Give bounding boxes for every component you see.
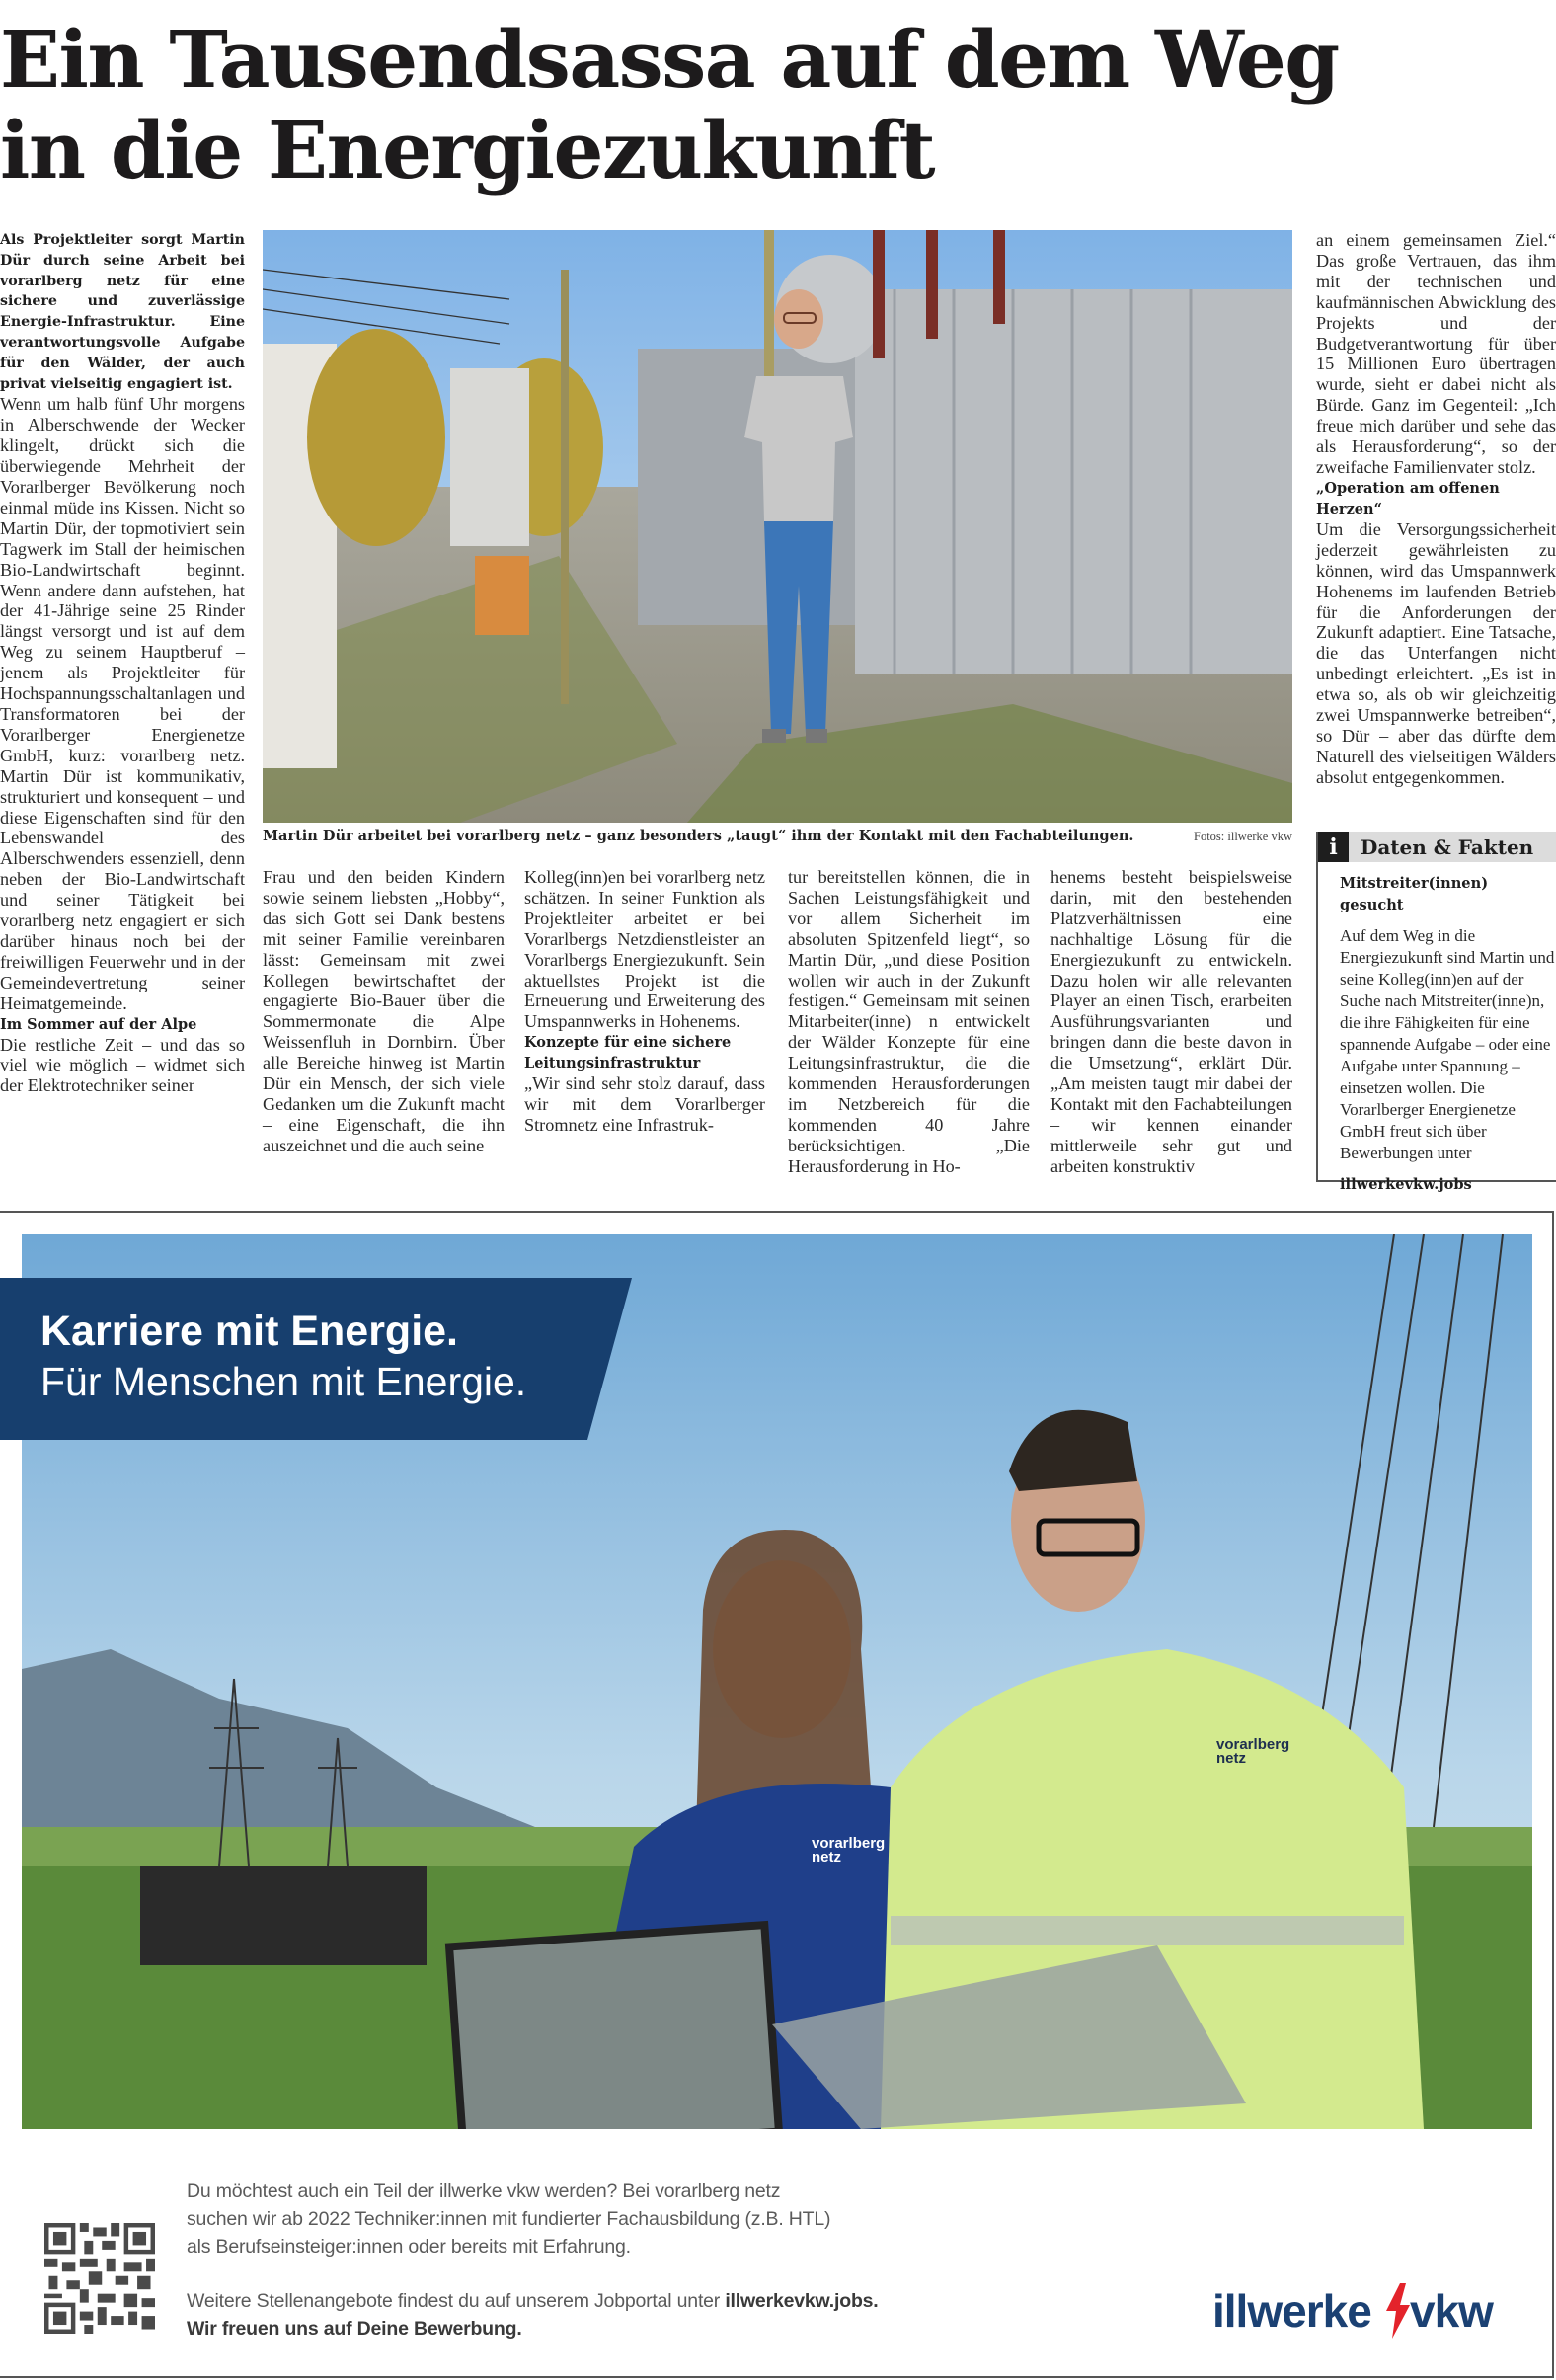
ad-cta-line: [187, 2287, 879, 2315]
article-headline: [0, 14, 1402, 196]
jacket-logo-text: netz: [1216, 1750, 1246, 1767]
jacket-logo-text: vorarlberg: [812, 1835, 886, 1852]
photo-caption-row: [263, 828, 1292, 849]
fact-box-header: [1318, 832, 1556, 862]
ad-copy-line: als Berufseinsteiger:innen oder bereits mit Erfahrung.: [187, 2236, 631, 2258]
article-photo-substation: [263, 230, 1292, 823]
fact-box-text: Auf dem Weg in die Energiezukunft sind Martin und seine Kolleg(inn)en auf der Suche nach Mitstreiter(inne)n, die ihre Fähigkeiten für eine spannende Aufgabe – oder eine Aufgabe unter Spannung – einsetzen wollen. Die Vorarlberger Energienetze GmbH freut sich über Bewerbungen unter: [1340, 926, 1555, 1162]
photo-illustration: [263, 230, 1292, 823]
article-column-1: [0, 230, 245, 1096]
ad-cta-text: Weitere Stellenangebote findest du auf unserem Jobportal unter: [187, 2290, 726, 2312]
jobs-link[interactable]: illwerkevkw.jobs: [1340, 1176, 1472, 1193]
ad-copy-line: suchen wir ab 2022 Techniker:innen mit fundierter Fachausbildung (z.B. HTL): [187, 2208, 831, 2230]
banner-title: Karriere mit Energie.: [40, 1308, 459, 1355]
article-column-3: [524, 867, 765, 1136]
photo-caption: Martin Dür arbeitet bei vorarlberg netz – ganz besonders „taugt“ ihm der Kontakt mit den Fachabteilungen.: [263, 828, 1134, 844]
info-icon: i: [1318, 832, 1349, 862]
ad-banner: [0, 1278, 632, 1440]
article-paragraph: Frau und den beiden Kindern sowie seinem liebsten „Hobby“, das sich Gott sei Dank bestens mit seiner Familie vereinbaren lässt: Gemeinsam mit zwei Kollegen bewirtschaftet der engagierte Bio-Bauer über die Sommermonate die Alpe Weissenfluh in Dornbirn. Über alle Bereiche hinweg ist Martin Dür ein Mensch, der sich viele Gedanken um die Zukunft macht – eine Eigenschaft, die ihn auszeichnet und die auch seine: [263, 867, 505, 1155]
article-paragraph: henems besteht beispielsweise darin, mit den bestehenden Platzverhältnissen eine nachhaltige Lösung für die Energiezukunft zu entwickeln. Dazu holen wir alle relevanten Player an einen Tisch, erarbeiten Ausführungsvarianten und bringen dann die beste davon in die Umsetzung“, erklärt Dür. „Am meisten taugt mir dabei der Kontakt mit den Fachabteilungen – wir kennen einander mittlerweile sehr gut und arbeiten konstruktiv: [1050, 867, 1292, 1176]
headline-line-2: in die Energiezukunft: [0, 104, 935, 197]
fact-box-body: [1318, 862, 1556, 1196]
article-paragraph: Die restliche Zeit – und das so viel wie möglich – widmet sich der Elektrotechniker seiner: [0, 1034, 245, 1096]
ad-copy-line: Du möchtest auch ein Teil der illwerke vkw werden? Bei vorarlberg netz: [187, 2181, 781, 2202]
ad-jobs-link[interactable]: illwerkevkw.jobs.: [725, 2290, 879, 2312]
article-lead: Als Projektleiter sorgt Martin Dür durch seine Arbeit bei vorarlberg netz für eine sichere und zuverlässige Energie-Infrastruktur. Eine verantwortungsvolle Aufgabe für den Wälder, der auch privat vielseitig engagiert ist.: [0, 232, 245, 392]
ad-cta: [187, 2287, 879, 2342]
qr-code[interactable]: [44, 2223, 155, 2334]
article-column-5: [1050, 867, 1292, 1177]
jacket-logo-text: vorarlberg: [1216, 1736, 1290, 1753]
article-column-4: [788, 867, 1030, 1177]
lightning-bolt-icon: [1386, 2283, 1410, 2339]
illwerke-vkw-logo: [1212, 2281, 1518, 2337]
fact-box-title: Daten & Fakten: [1361, 834, 1534, 859]
jacket-logo-woman: [812, 1837, 885, 1864]
headline-line-1: Ein Tausendsassa auf dem Weg: [0, 13, 1339, 106]
subheading-operation: „Operation am offenen Herzen“: [1316, 479, 1500, 517]
subheading-konzepte: Konzepte für eine sichere Leitungsinfrastruktur: [524, 1034, 732, 1072]
article-column-2: [263, 867, 505, 1156]
article-paragraph: „Wir sind sehr stolz darauf, dass wir mit dem Vorarlberger Stromnetz eine Infrastruk-: [524, 1073, 765, 1136]
article-paragraph: an einem gemeinsamen Ziel.“ Das große Vertrauen, das ihm mit der technischen und kaufmännischen Abwicklung des Projekts und der Budgetverantwortung für über 15 Millionen Euro übertragen wurde, sieht er dabei nicht als Bürde. Ganz im Gegenteil: „Ich freue mich darüber und sehe das als Herausforderung“, so der zweifache Familienvater stolz.: [1316, 230, 1556, 477]
article-paragraph: Um die Versorgungssicherheit jederzeit gewährleisten zu können, wird das Umspannwerk Hohenems im laufenden Betrieb für die Anforderungen der Zukunft adaptiert. Eine Tatsache, die das Unterfangen nicht unbedingt erleichtert. „Es ist in etwa so, als ob wir gleichzeitig zwei Umspannwerke betreiben“, so Dür – aber das dürfte dem Naturell des vielseitigen Wälders absolut entgegenkommen.: [1316, 518, 1556, 787]
jacket-logo-text: netz: [812, 1849, 841, 1865]
jacket-logo-man: [1216, 1738, 1289, 1766]
fact-box: [1316, 832, 1556, 1193]
article-paragraph: Kolleg(inn)en bei vorarlberg netz schätzen. In seiner Funktion als Projektleiter arbeitet er bei Vorarlbergs Netzdienstleister an Vorarlbergs Energiezukunft. Sein aktuellstes Projekt ist die Erneuerung und Erweiterung des Umspannwerks in Hohenems.: [524, 867, 765, 1032]
subheading-alpe: Im Sommer auf der Alpe: [0, 1015, 197, 1033]
photo-credit: Fotos: illwerke vkw: [1194, 830, 1292, 843]
banner-subtitle: Für Menschen mit Energie.: [40, 1359, 527, 1404]
article-paragraph: Wenn um halb fünf Uhr morgens in Alberschwende der Wecker klingelt, drückt sich die überwiegende Mehrheit der Vorarlberger Bevölkerung noch einmal müde ins Kissen. Nicht so Martin Dür, der topmotiviert sein Tagwerk im Stall der heimischen Bio-Landwirtschaft beginnt. Wenn andere dann aufstehen, hat der 41-Jährige seine 25 Rinder längst versorgt und ist auf dem Weg zu seinem Hauptberuf – jenem als Projektleiter für Hochspannungsschaltanlagen und Transformatoren bei der Vorarlberger Energienetze GmbH, kurz: vorarlberg netz. Martin Dür ist kommunikativ, strukturiert und konsequent – und diese Eigenschaften sind für den Lebenswandel des Alberschwenders essenziell, denn neben der Bio-Landwirtschaft und seiner Tätigkeit bei vorarlberg netz engagiert er sich darüber hinaus noch bei der freiwilligen Feuerwehr und in der Gemeindevertretung seiner Heimatgemeinde.: [0, 394, 245, 1013]
fact-box-subtitle: Mitstreiter(innen) gesucht: [1340, 875, 1489, 913]
ad-closing: Wir freuen uns auf Deine Bewerbung.: [187, 2318, 522, 2340]
logo-text-right: vkw: [1410, 2285, 1493, 2337]
logo-text-left: illwerke: [1212, 2285, 1371, 2337]
article-paragraph: tur bereitstellen können, die in Sachen Leistungsfähigkeit und vor allem Sicherheit im absoluten Spitzenfeld liegt“, so Martin Dür, „und diese Position wollen wir auch in der Zukunft festigen.“ Gemeinsam mit seinen Mitarbeiter(inne) n entwickelt der Wälder Konzepte für eine Leitungsinfrastruktur, die die kommenden Herausforderungen im Netzbereich für die kommenden 40 Jahre berücksichtigen. „Die Herausforderung in Ho-: [788, 867, 1030, 1176]
ad-copy: [187, 2178, 830, 2261]
article-column-6: [1316, 230, 1556, 788]
logo-graphic: [1212, 2281, 1518, 2340]
